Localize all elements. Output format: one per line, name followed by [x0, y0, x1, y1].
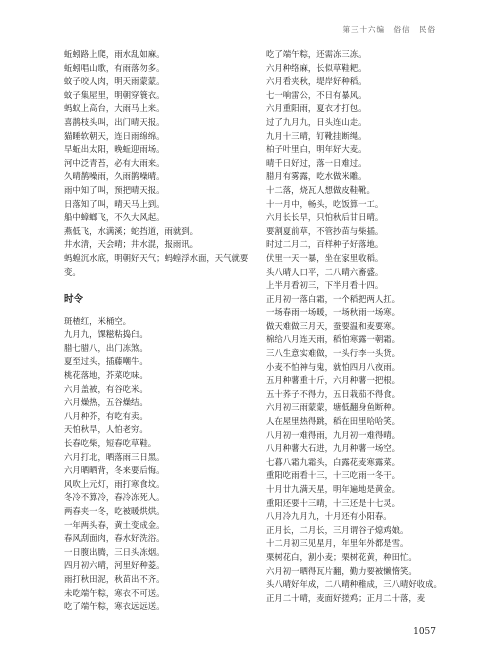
proverb-line: 十二落，烧瓦人想做皮鞋靴。	[266, 184, 375, 195]
proverb-line: 头八晴好年成，二八晴种稚成，三八晴好收成。	[266, 579, 442, 590]
left-column	[64, 48, 254, 614]
proverb-line: 六月晒晒背，冬来要后悔。	[64, 465, 165, 476]
proverb-line: 六月种络麻，长似草鞋耙。	[266, 62, 367, 73]
proverb-line: 未吃端午粽，寒衣不可送。	[64, 587, 165, 598]
right-column	[266, 48, 446, 605]
proverb-line: 六月盖被，有谷吃米。	[64, 383, 148, 394]
proverb-line: 桃花落地，芥菜吃味。	[64, 370, 148, 381]
proverb-line: 六月初一晒得瓦片翻，勤力要被懒惰笑。	[266, 565, 417, 576]
proverb-line: 日落知了叫，晴天马上到。	[64, 198, 165, 209]
proverb-line: 早蚯出太阳，晚蚯迎雨场。	[64, 144, 165, 155]
proverb-line: 做天难做三月天，蚕要温和麦要寒。	[266, 320, 400, 331]
proverb-line: 春风刮面肉，春水好洗浴。	[64, 533, 165, 544]
proverb-line: 燕低飞，水满溪；蛇挡道，雨就到。	[64, 225, 198, 236]
proverb-line: 一场春雨一场暖，一场秋雨一场寒。	[266, 307, 400, 318]
proverb-line: 六月初三雨蒙蒙，塘低翻身鱼断种。	[266, 402, 400, 413]
proverb-line: 猫睡软朝天，连日雨绵绵。	[64, 130, 165, 141]
proverb-line: 蚊子集屋里，明朝穿簑衣。	[64, 89, 165, 100]
left-wrapped-line: 蚂蝗沉水底，明朝好天气；蚂蝗浮水面，天气就要变。	[64, 252, 249, 277]
proverb-line: 时过二月二，百样种子好落地。	[266, 239, 384, 250]
proverb-line: 一日腹出腾，三日头冻烟。	[64, 546, 165, 557]
proverb-line: 一年两头春，黄土变成金。	[64, 519, 165, 530]
proverb-line: 过了九月九，日头连山走。	[266, 116, 367, 127]
proverb-line: 长春吃柴，短春吃草鞋。	[64, 438, 157, 449]
proverb-line: 重阳还要十三晴，十三还是十七灵。	[266, 497, 400, 508]
proverb-line: 重阳吃雨看十三，十三吃雨一冬干。	[266, 470, 400, 481]
proverb-line: 三八生意实难做，一头行李一头货。	[266, 348, 400, 359]
proverb-line: 蚊子咬人肉，明天雨蒙蒙。	[64, 76, 165, 87]
proverb-line: 头八晴人口平，二八晴六畜盛。	[266, 266, 384, 277]
proverb-line: 六月燥热，五谷燥结。	[64, 397, 148, 408]
proverb-line: 五十荞子不得力，五日栽茄不得食。	[266, 388, 400, 399]
proverb-line: 正月长，二月长，三月谓谷子熄鸡娘。	[266, 524, 409, 535]
proverb-line: 冬冷不算冷，春冷冻死人。	[64, 492, 165, 503]
running-header: 第三十六编 俗信 民俗	[342, 25, 436, 34]
proverb-line: 八月冷九月九，十月还有小阳春。	[266, 511, 392, 522]
proverb-line: 人在屋里热得跳，稻在田里哈哈笑。	[266, 416, 400, 427]
proverb-line: 吃了端午粽，还需冻三冻。	[266, 49, 367, 59]
page-number: 1057	[413, 627, 436, 637]
proverb-line: 栗树花白，割小麦；栗树花黄，种田忙。	[266, 551, 417, 562]
left-bottom-lines	[64, 315, 254, 614]
proverb-line: 腊月有雾露，吃水做米雕。	[266, 171, 367, 182]
proverb-line: 要割夏前草，不管抄苗与柴插。	[266, 225, 384, 236]
proverb-line: 正月初一落白霜，一个稻把两人扛。	[266, 293, 400, 304]
proverb-line: 雨中知了叫，预把晴天报。	[64, 184, 165, 195]
left-top-lines	[64, 48, 254, 252]
proverb-line: 十二月初三见星月，年里年外都是雪。	[266, 538, 409, 549]
proverb-line: 九月十三晴，钉靴挂断绳。	[266, 130, 367, 141]
proverb-line: 六月重阳雨，夏衣才打包。	[266, 103, 367, 114]
proverb-line: 正月二十晴，麦面好搓鸡；正月二十落，麦	[266, 592, 426, 603]
proverb-line: 晴千日好过，落一日难过。	[266, 157, 367, 168]
proverb-line: 吃了端午粽，寒衣远远送。	[64, 601, 165, 612]
section-title-shiling: 时令	[64, 294, 84, 306]
proverb-line: 天怕秋旱，人怕老穷。	[64, 424, 148, 435]
proverb-line: 蚂蚁上高台，大雨马上来。	[64, 103, 165, 114]
right-lines	[266, 48, 446, 605]
proverb-line: 九月九，馃糍粘捣臼。	[64, 329, 148, 340]
proverb-line: 蚯蚓唱山歌，有雨落勿多。	[64, 62, 165, 73]
proverb-line: 河中泛青苔，必有大雨来。	[64, 157, 165, 168]
proverb-line: 风吹上元灯，雨打寒食坟。	[64, 478, 165, 489]
proverb-line: 夏至过头，插藤嘲牛。	[64, 356, 148, 367]
proverb-line: 十月廿九满天星，明年遍地是黄金。	[266, 484, 400, 494]
proverb-line: 伏里一天一暴，坐在家里收稻。	[266, 252, 384, 263]
proverb-line: 斑楂红，米桶空。	[64, 315, 131, 326]
proverb-line: 七一响雷公，不日有暴风。	[266, 89, 367, 100]
proverb-line: 七暮八霜九霜头，白露花麦寒露菜。	[266, 456, 400, 467]
proverb-line: 六月看夹秋，堤岸好种稻。	[266, 76, 367, 87]
proverb-line: 六月打北，晒落雨三日黑。	[64, 451, 165, 462]
proverb-line: 雨打秋田泥，秋苗出不齐。	[64, 573, 165, 584]
proverb-line: 喜鹊枝头叫，出门晴天报。	[64, 116, 165, 127]
proverb-line: 柏子叶里白，明年好大麦。	[266, 144, 367, 155]
proverb-line: 八月种芥，有吃有卖。	[64, 410, 148, 421]
proverb-line: 四月初六晴，河里好种菱。	[64, 560, 165, 571]
proverb-line: 八月初一难得雨，九月初一难得晴。	[266, 429, 400, 440]
proverb-line: 两春夹一冬，吃被暖烘烘。	[64, 506, 165, 516]
proverb-line: 蚯蚓路上爬，雨水乱如麻。	[64, 49, 165, 59]
proverb-line: 六月长长早，只怕秋后甘日晴。	[266, 212, 384, 223]
proverb-line: 船中蟑螂飞，不久大风起。	[64, 212, 165, 223]
proverb-line: 腊七腊八，出门冻煞。	[64, 342, 148, 353]
proverb-line: 八月种薯大石进，九月种薯一场空。	[266, 443, 400, 454]
proverb-line: 上半月看初三，下半月看十四。	[266, 280, 384, 291]
proverb-line: 井水清，天会晴；井水混，报雨讯。	[64, 239, 198, 250]
proverb-line: 小麦不怕神与鬼，就怕四月八夜雨。	[266, 361, 400, 372]
proverb-line: 棉给八月连天雨，稻怕寒露一朝霜。	[266, 334, 400, 345]
proverb-line: 五月种薯重十斤，六月种薯一把根。	[266, 375, 400, 386]
proverb-line: 十一月中，畅头，吃饭算一工。	[266, 198, 384, 209]
proverb-line: 久晴鹊噪雨，久雨鹊噪晴。	[64, 171, 165, 182]
